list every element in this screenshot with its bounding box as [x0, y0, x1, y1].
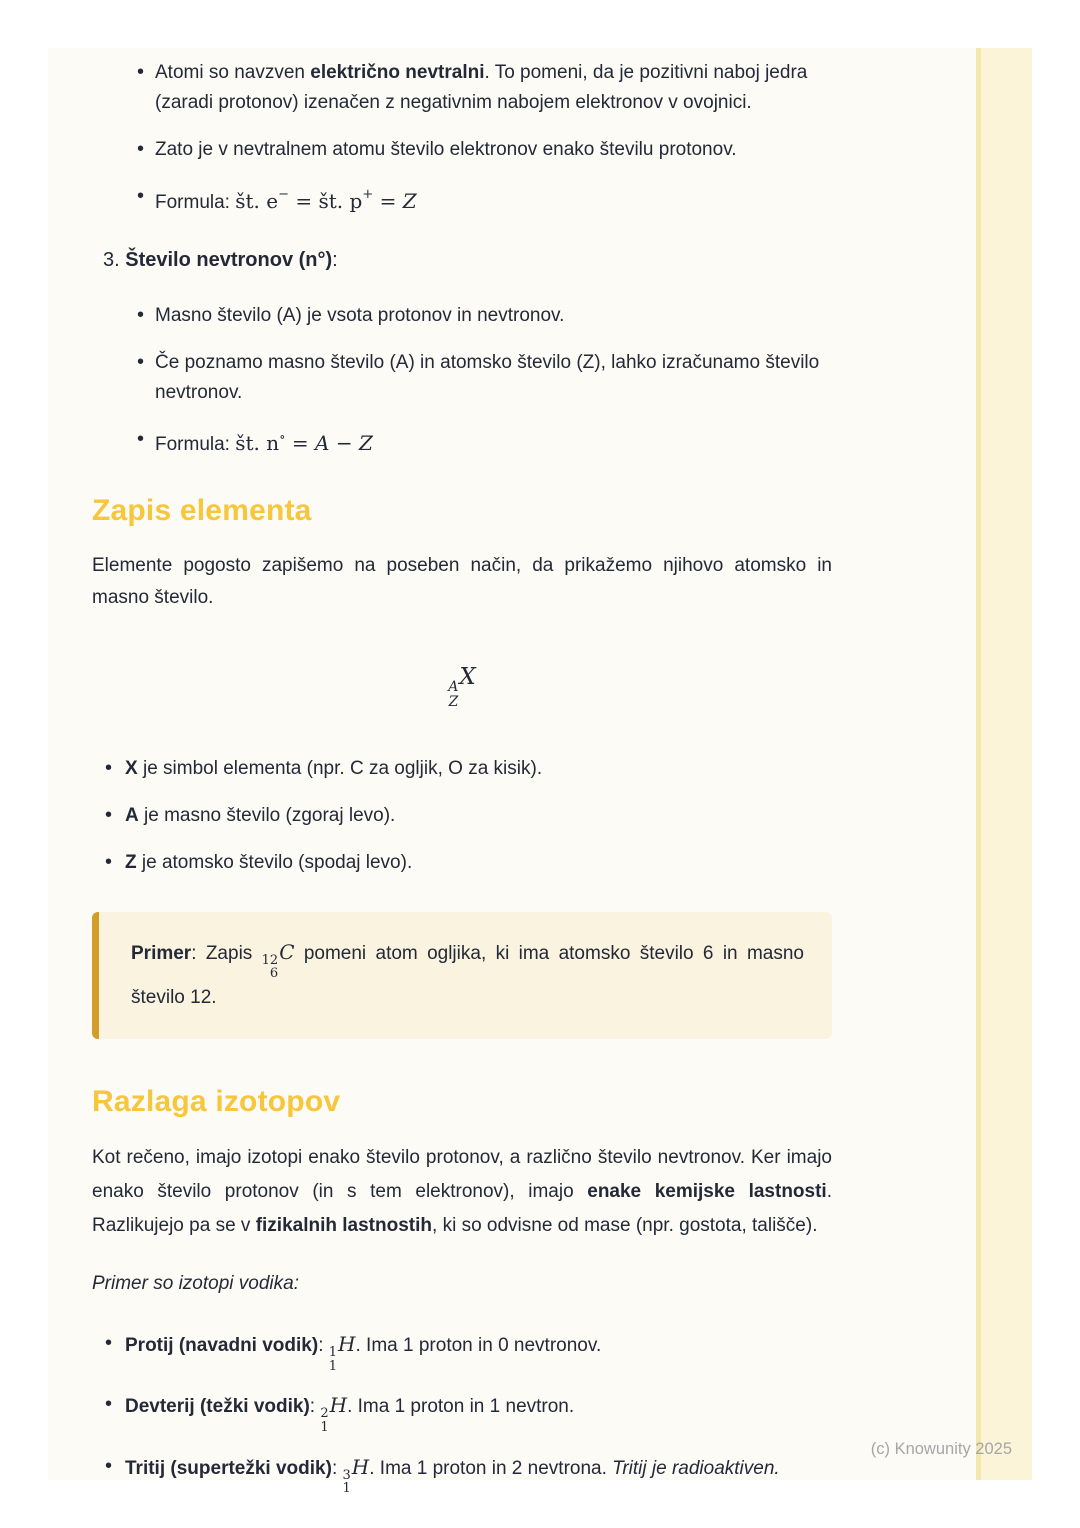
- notation-legend-bullet-list: [92, 754, 832, 878]
- bullet-text: Tritij (supertežki vodik): 3 1 H. Ima 1 proton in 2 nevtrona. Tritij je radioaktiven.: [125, 1454, 780, 1497]
- hydrogen-isotope-bullet-list: [92, 1329, 832, 1496]
- bullet-text: Če poznamo masno število (A) in atomsko število (Z), lahko izračunamo število nevtronov.: [155, 351, 820, 403]
- list-item: [92, 425, 832, 461]
- bullet-text: Zato je v nevtralnem atomu število elektronov enako številu protonov.: [155, 139, 737, 160]
- list-item: [92, 182, 832, 218]
- bullet-text: A je masno število (zgoraj levo).: [125, 804, 396, 826]
- prescript-stack: 3 1: [342, 1467, 351, 1497]
- numbered-heading-neutron-count: 3. Število nevtronov (n°):: [103, 248, 338, 271]
- list-item: [92, 754, 832, 784]
- paragraph: Kot rečeno, imajo izotopi enako število protonov, a različno število nevtronov. Ker imajo enako število protonov (in s tem elektronov), imajo enake kemijske lastnosti. Razlikujejo pa se v fizikalnih lastnostih, ki so odvisne od mase (npr. gostota, tališče).: [92, 1146, 832, 1236]
- bullet-text: Atomi so navzven električno nevtralni. To pomeni, da je pozitivni naboj jedra (zaradi protonov) izenačen z negativnim nabojem elektronov v ovojnici.: [155, 62, 808, 113]
- list-item: [92, 135, 832, 165]
- prescript-stack: A Z: [448, 679, 459, 710]
- neutral-atom-bullet-list: [92, 58, 832, 218]
- bullet-text: Devterij (težki vodik): 2 1 H. Ima 1 proton in 1 nevtron.: [125, 1393, 575, 1435]
- list-item: [92, 801, 832, 831]
- bullet-text: Formula: št. n∘ = A − Z: [155, 429, 373, 456]
- prescript-stack: 1 1: [328, 1344, 338, 1374]
- neutron-count-bullet-list: [92, 301, 832, 461]
- section-heading-razlaga-izotopov: Razlaga izotopov: [92, 1084, 341, 1118]
- note-page-card: [48, 48, 1032, 1497]
- paragraph: Elemente pogosto zapišemo na poseben način, da prikažemo njihovo atomsko in masno število.: [92, 555, 832, 609]
- list-item: [92, 1390, 832, 1434]
- bullet-text: X je simbol elementa (npr. C za ogljik, O za kisik).: [125, 757, 543, 779]
- section-heading-zapis-elementa: Zapis elementa: [92, 494, 312, 528]
- bullet-text: Z je atomsko število (spodaj levo).: [125, 851, 413, 873]
- example-callout-box: Primer: Zapis 12 6 C pomeni atom ogljika, ki ima atomsko število 6 in masno število 12.: [92, 912, 832, 1039]
- copyright-footer: (c) Knowunity 2025: [870, 1440, 1012, 1458]
- prescript-stack: 2 1: [320, 1406, 329, 1435]
- list-item: [92, 58, 832, 118]
- isotope-intro-line: Primer so izotopi vodika:: [92, 1272, 299, 1294]
- element-notation-formula: A Z X: [448, 664, 476, 710]
- list-item: [92, 1329, 832, 1373]
- bullet-text: Protij (navadni vodik): 1 1 H. Ima 1 proton in 0 nevtronov.: [125, 1331, 602, 1374]
- page-edge-stripe: [976, 48, 1032, 1480]
- prescript-stack: 12 6: [261, 952, 279, 982]
- document-content: [92, 58, 832, 1496]
- list-item: [92, 301, 832, 331]
- list-item: [92, 348, 832, 408]
- bullet-text: Masno število (A) je vsota protonov in nevtronov.: [155, 304, 565, 326]
- list-item: [92, 848, 832, 878]
- bullet-text: Formula: št. e− = št. p+ = Z: [155, 187, 417, 213]
